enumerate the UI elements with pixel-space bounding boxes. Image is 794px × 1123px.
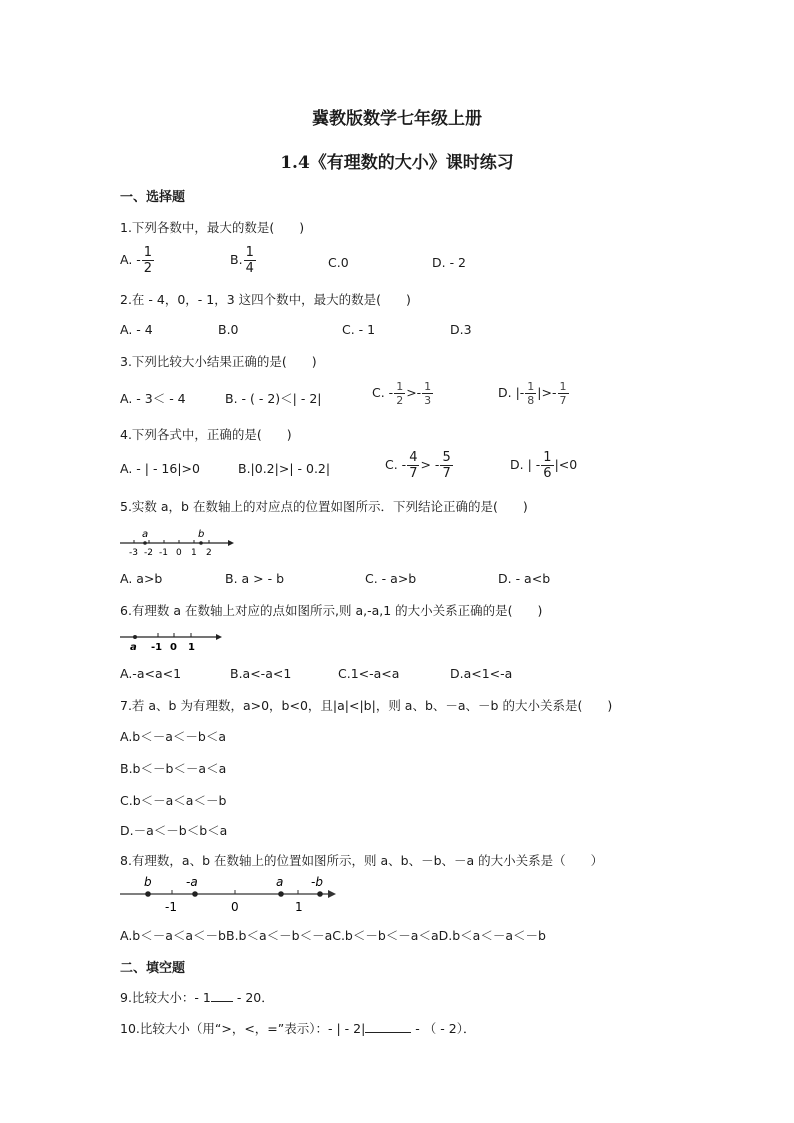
q4-option-d-suffix: |<0 (554, 457, 578, 472)
point-label-neg-b: -b (311, 875, 323, 889)
question-8-stem: 8.有理数，a、b 在数轴上的位置如图所示，则 a、b、－b、－a 的大小关系是（ ） (120, 853, 604, 868)
page-title: 冀教版数学七年级上册 (312, 109, 482, 129)
fraction-numerator: 1 (143, 245, 153, 260)
fraction-denominator: 6 (543, 466, 552, 481)
q1-option-a-prefix: A. - (120, 252, 141, 267)
tick-label: 0 (231, 900, 239, 914)
q8-number-line (118, 872, 342, 916)
fraction-numerator: 4 (409, 450, 418, 465)
q6-option-d: D.a<1<-a (450, 666, 513, 681)
q1-option-a (120, 246, 155, 275)
point-a (133, 635, 137, 639)
section-heading-choice: 一、选择题 (120, 190, 186, 205)
q2-option-a: A. - 4 (120, 322, 153, 337)
tick-label: -2 (144, 548, 153, 558)
q5-number-line (118, 525, 238, 559)
fraction (440, 451, 452, 480)
question-9-text-after: - 20． (232, 990, 274, 1005)
point-neg-b (317, 891, 323, 897)
q1-option-c: C.0 (328, 255, 349, 270)
fraction-numerator: 1 (543, 450, 552, 465)
q3-option-d (498, 381, 570, 406)
q1-option-d: D. - 2 (432, 255, 467, 270)
tick-label: 1 (188, 642, 195, 653)
answer-blank[interactable] (211, 990, 233, 1002)
question-1-stem: 1.下列各数中，最大的数是( ) (120, 220, 305, 235)
axis-arrow-icon (328, 890, 336, 898)
tick-label: 2 (206, 548, 212, 558)
q2-option-d: D.3 (450, 322, 472, 337)
tick-label: 0 (170, 642, 177, 653)
q6-option-a: A.-a<a<1 (120, 666, 182, 681)
tick-label: -3 (129, 548, 138, 558)
fraction-denominator: 3 (424, 394, 432, 407)
q4-option-c (385, 451, 454, 480)
q3-option-c (372, 381, 434, 406)
point-label-neg-a: -a (186, 875, 198, 889)
tick-label: 0 (176, 548, 182, 558)
question-2-stem: 2.在 - 4，0，- 1，3 这四个数中，最大的数是( ) (120, 292, 411, 307)
q7-option-d: D.－a＜－b＜b＜a (120, 823, 228, 838)
page-subtitle: 1.4《有理数的大小》课时练习 (280, 153, 514, 173)
q5-option-b: B. a > - b (225, 571, 285, 586)
fraction (525, 381, 536, 406)
point-label-a: a (142, 529, 149, 540)
q5-option-d: D. - a<b (498, 571, 551, 586)
tick-label: -1 (151, 642, 163, 653)
fraction-denominator: 7 (559, 394, 567, 407)
q4-option-d-prefix: D. | - (510, 457, 541, 472)
fraction-denominator: 7 (442, 466, 451, 481)
section-heading-fill: 二、填空题 (120, 961, 186, 976)
q5-option-c: C. - a>b (365, 571, 417, 586)
fraction (541, 451, 553, 480)
q7-option-b: B.b＜－b＜－a＜a (120, 761, 227, 776)
point-label-b: b (198, 529, 205, 540)
q2-option-c: C. - 1 (342, 322, 376, 337)
fraction-numerator: 1 (559, 380, 567, 393)
question-10-text-after: - （ - 2）． (411, 1021, 476, 1036)
tick-label: 1 (295, 900, 303, 914)
q7-option-a: A.b＜－a＜－b＜a (120, 729, 226, 744)
tick-label: 1 (191, 548, 197, 558)
q1-option-b (230, 246, 257, 275)
point-label-b: b (144, 875, 152, 889)
q3-option-c-relation: >- (406, 385, 422, 400)
q6-option-b: B.a<-a<1 (230, 666, 292, 681)
question-9 (120, 988, 274, 1006)
q7-option-c: C.b＜－a＜a＜－b (120, 793, 227, 808)
point-label-a: a (276, 875, 284, 889)
question-4-stem: 4.下列各式中，正确的是( ) (120, 427, 292, 442)
fraction-denominator: 2 (143, 261, 153, 276)
fraction-numerator: 1 (396, 380, 404, 393)
q5-option-a: A. a>b (120, 571, 163, 586)
q8-options: A.b＜－a＜a＜－bB.b＜a＜－b＜－aC.b＜－b＜－a＜aD.b＜a＜－a＜－b (120, 928, 546, 943)
fraction (558, 381, 569, 406)
q1-option-b-prefix: B. (230, 252, 243, 267)
q4-option-c-relation: > - (420, 457, 440, 472)
q3-option-b: B. - ( - 2)＜| - 2| (225, 391, 322, 406)
fraction-numerator: 1 (424, 380, 432, 393)
q6-option-c: C.1<-a<a (338, 666, 400, 681)
fraction-denominator: 4 (245, 261, 254, 276)
question-7-stem: 7.若 a、b 为有理数，a>0，b<0，且|a|<|b|，则 a、b、－a、－b 的大小关系是( ) (120, 698, 613, 713)
q3-option-a: A. - 3＜ - 4 (120, 391, 186, 406)
q4-option-c-prefix: C. - (385, 457, 407, 472)
fraction-denominator: 8 (527, 394, 535, 407)
fraction (422, 381, 433, 406)
fraction-numerator: 1 (245, 245, 254, 260)
tick-label: -1 (165, 900, 177, 914)
point-label-a: a (130, 642, 137, 653)
question-10-text-before: 10.比较大小（用“>，<，=”表示）：- | - 2| (120, 1021, 366, 1036)
question-10 (120, 1019, 475, 1037)
axis-arrow-icon (228, 540, 234, 546)
point-b (199, 541, 203, 545)
tick-label: -1 (159, 548, 168, 558)
fraction-denominator: 2 (396, 394, 404, 407)
q4-option-b: B.|0.2|>| - 0.2| (238, 461, 331, 476)
question-5-stem: 5.实数 a，b 在数轴上的对应点的位置如图所示．下列结论正确的是( ) (120, 499, 528, 514)
point-a (278, 891, 284, 897)
question-3-stem: 3.下列比较大小结果正确的是( ) (120, 354, 317, 369)
q3-option-d-relation: |>- (537, 385, 557, 400)
q6-number-line (118, 629, 228, 653)
q1-option-a-fraction (142, 246, 154, 275)
point-neg-a (192, 891, 198, 897)
q2-option-b: B.0 (218, 322, 239, 337)
point-a (143, 541, 147, 545)
q4-option-d (510, 451, 577, 480)
question-9-text-before: 9.比较大小：- 1 (120, 990, 211, 1005)
point-b (145, 891, 151, 897)
q3-option-c-prefix: C. - (372, 385, 394, 400)
fraction (394, 381, 405, 406)
answer-blank[interactable] (365, 1021, 411, 1033)
axis-arrow-icon (216, 634, 222, 640)
fraction-numerator: 5 (442, 450, 451, 465)
fraction (407, 451, 419, 480)
fraction-numerator: 1 (527, 380, 535, 393)
q3-option-d-prefix: D. |- (498, 385, 525, 400)
q4-option-a: A. - | - 16|>0 (120, 461, 200, 476)
question-6-stem: 6.有理数 a 在数轴上对应的点如图所示,则 a,-a,1 的大小关系正确的是( ) (120, 603, 543, 618)
fraction-denominator: 7 (409, 466, 418, 481)
q1-option-b-fraction (244, 246, 256, 275)
